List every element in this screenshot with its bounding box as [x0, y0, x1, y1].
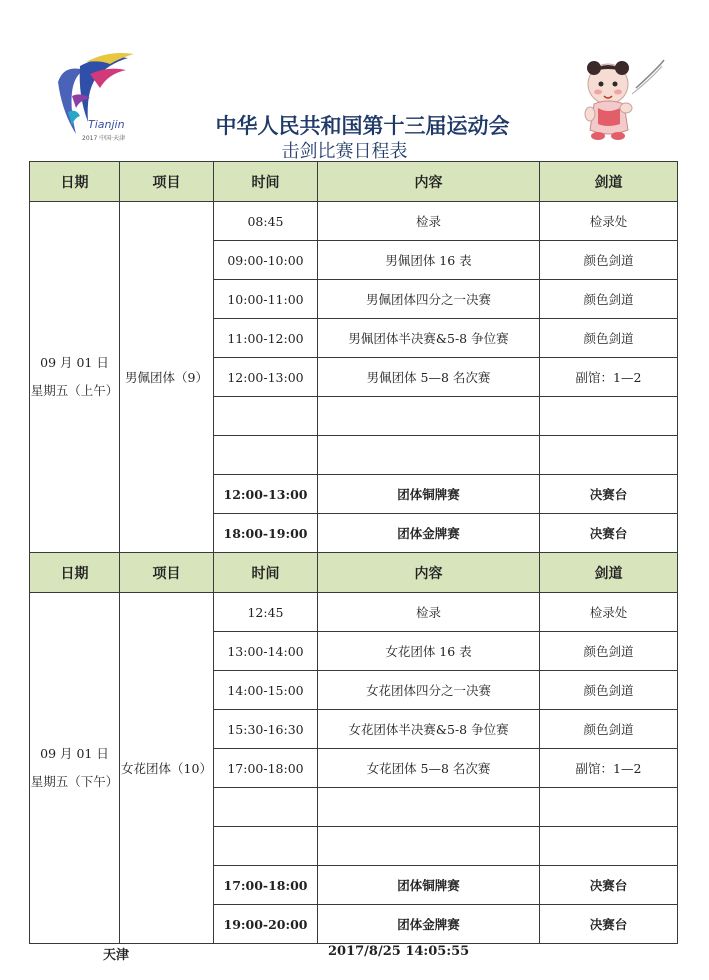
session-weekday: 星期五（下午）	[30, 774, 119, 789]
row-content: 团体金牌赛	[318, 905, 540, 944]
row-piste: 决赛台	[540, 905, 678, 944]
session-date-cell	[30, 202, 120, 553]
row-content: 团体铜牌赛	[318, 866, 540, 905]
row-content: 团体金牌赛	[318, 514, 540, 553]
row-piste	[540, 788, 678, 827]
session-event: 男佩团体（9）	[120, 202, 214, 553]
row-time: 12:45	[214, 593, 318, 632]
row-time: 17:00-18:00	[214, 749, 318, 788]
row-time	[214, 397, 318, 436]
session-event: 女花团体（10）	[120, 593, 214, 944]
row-content: 男佩团体半决赛&5-8 争位赛	[318, 319, 540, 358]
column-header-piste: 剑道	[540, 162, 678, 202]
column-header-date: 日期	[30, 553, 120, 593]
logo-wordmark: Tianjin	[88, 118, 125, 131]
column-header-event: 项目	[120, 162, 214, 202]
row-content: 团体铜牌赛	[318, 475, 540, 514]
row-piste	[540, 436, 678, 475]
row-content: 检录	[318, 593, 540, 632]
row-piste	[540, 397, 678, 436]
row-content: 男佩团体四分之一决赛	[318, 280, 540, 319]
row-content: 女花团体四分之一决赛	[318, 671, 540, 710]
row-piste: 颜色剑道	[540, 710, 678, 749]
row-time: 12:00-13:00	[214, 475, 318, 514]
row-content: 女花团体 5—8 名次赛	[318, 749, 540, 788]
footer-location: 天津	[103, 948, 130, 963]
logo-subtext: 2017 中国·天津	[82, 135, 126, 142]
row-content: 检录	[318, 202, 540, 241]
session-weekday: 星期五（上午）	[30, 383, 119, 398]
row-content: 女花团体半决赛&5-8 争位赛	[318, 710, 540, 749]
row-piste	[540, 827, 678, 866]
row-time	[214, 788, 318, 827]
row-time: 08:45	[214, 202, 318, 241]
session-date: 09 月 01 日	[40, 355, 109, 370]
row-piste: 颜色剑道	[540, 241, 678, 280]
row-time	[214, 827, 318, 866]
row-time: 09:00-10:00	[214, 241, 318, 280]
row-piste: 副馆：1—2	[540, 749, 678, 788]
row-time: 12:00-13:00	[214, 358, 318, 397]
row-content: 女花团体 16 表	[318, 632, 540, 671]
row-piste: 颜色剑道	[540, 632, 678, 671]
row-time: 14:00-15:00	[214, 671, 318, 710]
row-piste: 颜色剑道	[540, 280, 678, 319]
schedule-table	[29, 161, 678, 944]
row-piste: 决赛台	[540, 514, 678, 553]
row-time: 13:00-14:00	[214, 632, 318, 671]
row-time	[214, 436, 318, 475]
column-header-time: 时间	[214, 162, 318, 202]
table-header-row	[30, 553, 678, 593]
row-time: 17:00-18:00	[214, 866, 318, 905]
column-header-content: 内容	[318, 553, 540, 593]
table-row	[30, 202, 678, 241]
session-date-cell	[30, 593, 120, 944]
row-piste: 颜色剑道	[540, 319, 678, 358]
row-time: 19:00-20:00	[214, 905, 318, 944]
row-content	[318, 436, 540, 475]
row-piste: 检录处	[540, 593, 678, 632]
column-header-event: 项目	[120, 553, 214, 593]
row-content	[318, 397, 540, 436]
column-header-content: 内容	[318, 162, 540, 202]
row-time: 18:00-19:00	[214, 514, 318, 553]
table-header-row	[30, 162, 678, 202]
row-time: 11:00-12:00	[214, 319, 318, 358]
row-piste: 决赛台	[540, 866, 678, 905]
session-date: 09 月 01 日	[40, 746, 109, 761]
column-header-date: 日期	[30, 162, 120, 202]
row-piste: 检录处	[540, 202, 678, 241]
row-content	[318, 788, 540, 827]
table-row	[30, 593, 678, 632]
row-content	[318, 827, 540, 866]
footer-timestamp: 2017/8/25 14:05:55	[328, 944, 470, 959]
row-piste: 决赛台	[540, 475, 678, 514]
row-content: 男佩团体 5—8 名次赛	[318, 358, 540, 397]
column-header-time: 时间	[214, 553, 318, 593]
row-piste: 颜色剑道	[540, 671, 678, 710]
page-subtitle: 击剑比赛日程表	[281, 141, 408, 162]
page-title: 中华人民共和国第十三届运动会	[215, 114, 510, 138]
row-content: 男佩团体 16 表	[318, 241, 540, 280]
row-piste: 副馆：1—2	[540, 358, 678, 397]
column-header-piste: 剑道	[540, 553, 678, 593]
row-time: 10:00-11:00	[214, 280, 318, 319]
row-time: 15:30-16:30	[214, 710, 318, 749]
